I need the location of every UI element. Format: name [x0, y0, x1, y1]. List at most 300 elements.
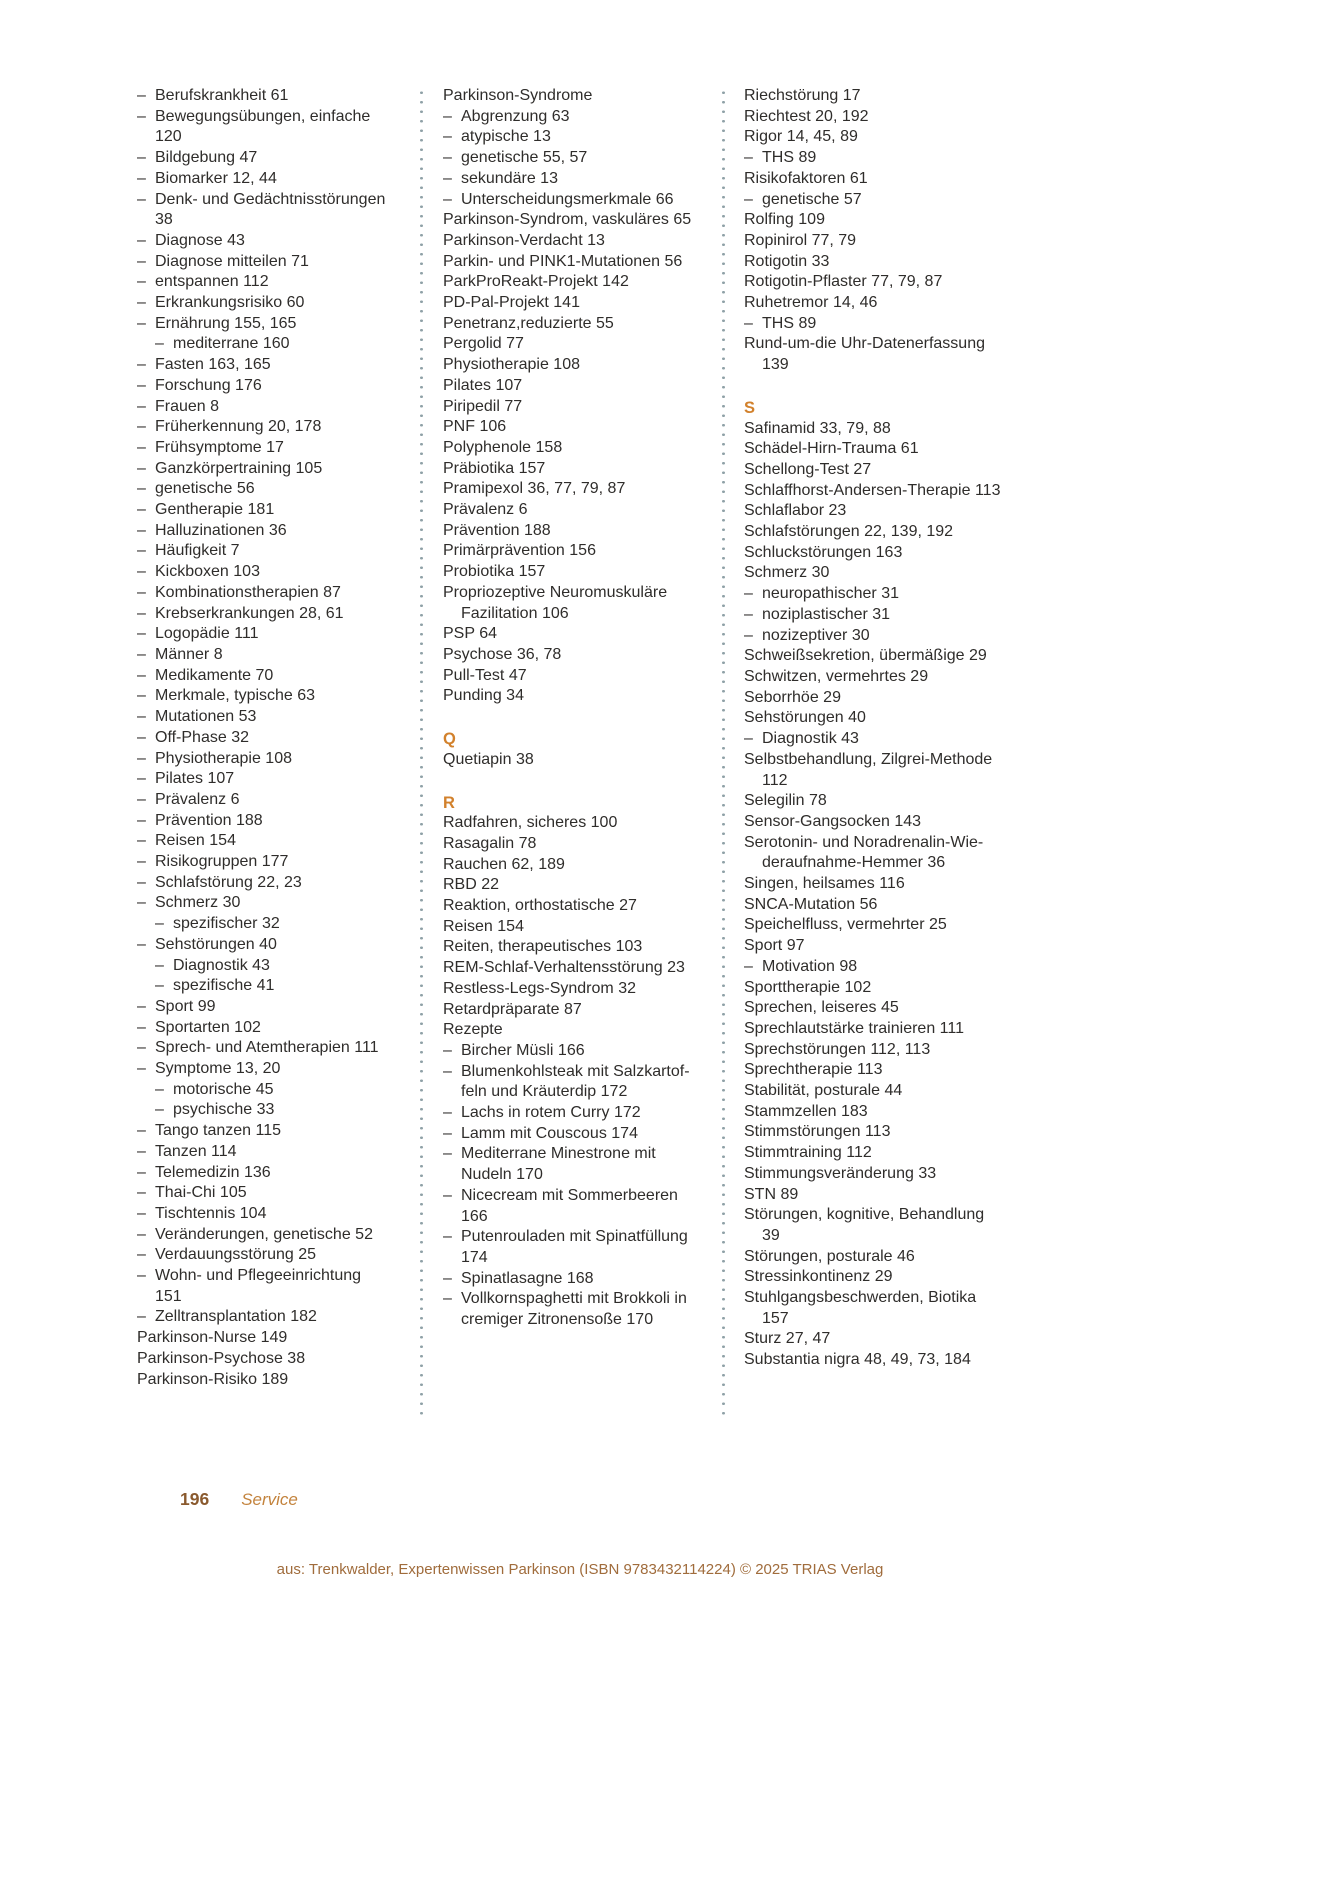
index-entry — [443, 666, 695, 687]
entry-text: Sprechen, leiseres — [744, 999, 877, 1017]
entry-text: Biomarker — [155, 169, 228, 187]
index-entry — [443, 979, 695, 1000]
subentry-dash: – — [744, 605, 753, 623]
entry-text: Häufigkeit — [155, 542, 227, 560]
entry-pages: 139 — [762, 356, 789, 374]
entry-text: Speichelfluss, vermehrter — [744, 916, 925, 934]
index-entry — [137, 1225, 387, 1246]
index-entry — [744, 272, 1002, 293]
index-entry — [137, 438, 387, 459]
entry-text: Telemedizin — [155, 1163, 240, 1181]
entry-text: Medikamente — [155, 666, 252, 684]
entry-pages: 111 — [234, 625, 259, 643]
subentry-dash: – — [137, 1142, 146, 1160]
entry-text: Stammzellen — [744, 1102, 837, 1120]
index-entry — [744, 1081, 1002, 1102]
index-entry — [744, 1267, 1002, 1288]
entry-text: Kombinationstherapien — [155, 583, 319, 601]
entry-pages: 166 — [557, 1041, 585, 1059]
entry-text: Physiotherapie — [155, 749, 261, 767]
entry-pages: 112 — [846, 1144, 872, 1162]
entry-pages: 13 — [533, 128, 551, 146]
index-entry — [137, 997, 387, 1018]
entry-text: Probiotika — [443, 563, 515, 581]
entry-pages: 43 — [227, 231, 245, 249]
entry-pages: 61 — [849, 169, 868, 187]
entry-text: Pergolid — [443, 335, 502, 353]
index-entry — [443, 355, 695, 376]
subentry-dash: – — [137, 542, 146, 560]
index-entry — [443, 459, 695, 480]
entry-pages: 113 — [974, 481, 1001, 499]
entry-text: PSP — [443, 625, 475, 643]
index-entry — [744, 998, 1002, 1019]
index-entry — [137, 749, 387, 770]
subentry-dash: – — [155, 1080, 164, 1098]
index-entry — [744, 708, 1002, 729]
entry-text: Zelltransplantation — [155, 1308, 286, 1326]
entry-text: nozizeptiver — [762, 626, 848, 644]
entry-text: mediterrane — [173, 335, 259, 353]
index-entry — [443, 645, 695, 666]
index-entry — [744, 584, 1002, 605]
entry-text: SNCA-Mutation — [744, 895, 856, 913]
entry-text: Symptome — [155, 1060, 232, 1078]
entry-pages: 20, 192 — [815, 107, 869, 125]
index-entry — [137, 86, 387, 107]
entry-pages: 33 — [811, 252, 830, 270]
entry-text: Stabilität, posturale — [744, 1082, 881, 1100]
entry-text: Sehstörungen — [155, 935, 255, 953]
subentry-dash: – — [137, 397, 146, 415]
index-entry — [744, 957, 1002, 978]
entry-text: Parkinson-Syndrome — [443, 87, 593, 104]
index-entry — [443, 1227, 695, 1268]
entry-text: Reiten, therapeutisches — [443, 938, 612, 956]
entry-pages: 99 — [197, 997, 216, 1015]
entry-text: Ropinirol — [744, 231, 808, 249]
index-entry — [137, 707, 387, 728]
index-entry — [744, 314, 1002, 335]
entry-pages: 63 — [297, 687, 316, 705]
entry-pages: 172 — [613, 1104, 641, 1122]
index-entry — [137, 686, 387, 707]
index-entry — [137, 1204, 387, 1225]
entry-text: Prävalenz — [155, 790, 227, 808]
entry-pages: 78 — [808, 792, 827, 810]
index-entry — [443, 107, 695, 128]
entry-text: Tischtennis — [155, 1204, 236, 1222]
entry-pages: 45 — [880, 999, 899, 1017]
entry-text: Schwitzen, vermehrtes — [744, 667, 906, 685]
subentry-dash: – — [137, 169, 146, 187]
subentry-dash: – — [137, 314, 146, 332]
subentry-dash: – — [137, 376, 146, 394]
subentry-dash: – — [443, 107, 452, 125]
index-entry — [744, 252, 1002, 273]
subentry-dash: – — [443, 1104, 452, 1122]
subentry-dash: – — [137, 356, 146, 374]
entry-pages: 151 — [155, 1287, 182, 1305]
index-entry — [744, 127, 1002, 148]
entry-pages: 116 — [879, 875, 905, 893]
index-entry — [137, 252, 387, 273]
entry-pages: 47 — [508, 666, 527, 684]
subentry-dash: – — [137, 728, 146, 746]
entry-pages: 17 — [266, 438, 284, 456]
entry-text: Störungen, kognitive, Behandlung — [744, 1206, 985, 1224]
entry-pages: 32 — [231, 728, 249, 746]
index-entry — [744, 1019, 1002, 1040]
index-entry — [744, 293, 1002, 314]
entry-text: Ruhetremor — [744, 294, 829, 312]
entry-pages: 188 — [523, 521, 551, 539]
index-entry — [443, 314, 695, 335]
entry-pages: 29 — [910, 667, 929, 685]
entry-text: Logopädie — [155, 625, 230, 643]
index-entry — [137, 417, 387, 438]
entry-text: Sprechstörungen — [744, 1040, 866, 1058]
subentry-dash: – — [443, 1228, 452, 1246]
entry-pages: 168 — [566, 1269, 594, 1287]
entry-pages: 52 — [355, 1225, 373, 1243]
entry-pages: 30 — [811, 564, 830, 582]
entry-pages: 36 — [268, 521, 287, 539]
entry-text: Rotigotin — [744, 252, 808, 270]
index-entry — [137, 1059, 387, 1080]
entry-text: Sport — [155, 997, 194, 1015]
index-entry — [137, 1245, 387, 1266]
index-entry — [137, 521, 387, 542]
entry-pages: 87 — [563, 1000, 582, 1018]
index-entry — [443, 750, 695, 771]
entry-text: Parkinson-Nurse — [137, 1329, 257, 1347]
index-entry — [137, 604, 387, 625]
entry-pages: 62, 189 — [511, 855, 565, 873]
entry-pages: 77, 79 — [811, 231, 857, 249]
entry-text: Propriozeptive Neuromuskuläre Fazilitation — [443, 583, 668, 622]
entry-pages: 103 — [233, 563, 260, 581]
subentry-dash: – — [443, 1269, 452, 1287]
entry-pages: 113 — [864, 1123, 891, 1141]
entry-pages: 181 — [247, 501, 275, 519]
entry-pages: 40 — [259, 935, 277, 953]
entry-text: Schluckstörungen — [744, 543, 872, 561]
index-entry — [443, 252, 695, 273]
entry-pages: 36 — [927, 854, 946, 872]
entry-pages: 56 — [859, 895, 878, 913]
page-number: 196 — [180, 1489, 210, 1509]
subentry-dash: – — [443, 1062, 452, 1080]
index-entry — [744, 1185, 1002, 1206]
subentry-dash: – — [155, 956, 164, 974]
index-entry — [443, 834, 695, 855]
entry-pages: 45 — [255, 1080, 274, 1098]
entry-text: Radfahren, sicheres — [443, 814, 587, 832]
index-entry — [744, 563, 1002, 584]
entry-pages: 63 — [551, 107, 570, 125]
subentry-dash: – — [443, 128, 452, 146]
subentry-dash: – — [137, 1060, 146, 1078]
entry-pages: 104 — [239, 1204, 267, 1222]
index-entry — [137, 272, 387, 293]
entry-pages: 174 — [461, 1248, 488, 1266]
entry-text: ParkProReakt-Projekt — [443, 273, 598, 291]
column-separator-dotted — [420, 88, 423, 1418]
entry-text: Früherkennung — [155, 418, 264, 436]
subentry-dash: – — [744, 149, 753, 167]
entry-text: THS — [762, 149, 794, 167]
entry-pages: 89 — [798, 314, 817, 332]
subentry-dash: – — [744, 626, 753, 644]
subentry-dash: – — [137, 708, 146, 726]
entry-text: Wohn- und Pflegeeinrichtung — [155, 1267, 362, 1285]
entry-text: Bewegungsübungen, einfache — [155, 107, 371, 125]
index-entry — [744, 791, 1002, 812]
entry-text: Mediterrane Minestrone mit Nudeln — [461, 1145, 656, 1184]
entry-text: Sprechlautstärke trainieren — [744, 1019, 936, 1037]
entry-pages: 38 — [515, 750, 534, 768]
subentry-dash: – — [137, 935, 146, 953]
entry-text: Pull-Test — [443, 666, 505, 684]
subentry-dash: – — [137, 1018, 146, 1036]
entry-pages: 176 — [235, 376, 262, 394]
index-entry — [137, 169, 387, 190]
entry-pages: 29 — [823, 688, 841, 706]
entry-pages: 29 — [969, 647, 987, 665]
entry-text: Pilates — [155, 770, 204, 788]
index-entry — [744, 1164, 1002, 1185]
index-entry — [744, 1329, 1002, 1350]
index-entry — [744, 1247, 1002, 1268]
subentry-dash: – — [137, 501, 146, 519]
subentry-dash: – — [137, 273, 146, 291]
entry-pages: 47 — [239, 149, 258, 167]
index-entry — [443, 479, 695, 500]
entry-text: Schmerz — [744, 564, 808, 582]
index-entry — [137, 790, 387, 811]
subentry-dash: – — [137, 687, 146, 705]
entry-text: Parkinson-Psychose — [137, 1349, 283, 1367]
entry-pages: 114 — [211, 1142, 237, 1160]
entry-pages: 23 — [828, 502, 847, 520]
entry-pages: 66 — [655, 190, 674, 208]
entry-text: Putenrouladen mit Spinatfüllung — [461, 1228, 688, 1246]
entry-pages: 97 — [786, 937, 805, 955]
entry-pages: 136 — [243, 1163, 271, 1181]
subentry-dash: – — [155, 977, 164, 995]
index-entry — [443, 86, 695, 107]
entry-text: Halluzinationen — [155, 521, 265, 539]
index-entry — [137, 479, 387, 500]
entry-text: Frühsymptome — [155, 438, 262, 456]
subentry-dash: – — [155, 915, 164, 933]
entry-text: Seborrhöe — [744, 688, 819, 706]
index-entry — [155, 1100, 387, 1121]
entry-pages: 77 — [504, 397, 523, 415]
entry-pages: 155, 165 — [234, 314, 297, 332]
entry-text: Sehstörungen — [744, 709, 844, 727]
entry-pages: 189 — [261, 1370, 289, 1388]
entry-pages: 106 — [541, 604, 569, 622]
entry-text: STN — [744, 1185, 776, 1203]
entry-text: Denk- und Gedächtnisstörungen — [155, 190, 386, 208]
entry-text: spezifischer — [173, 915, 258, 933]
index-entry — [137, 293, 387, 314]
entry-text: Sprechtherapie — [744, 1061, 853, 1079]
entry-pages: 22, 139, 192 — [864, 523, 954, 541]
index-entry — [744, 334, 1002, 375]
index-entry — [137, 1349, 387, 1370]
index-entry — [443, 583, 695, 624]
entry-pages: 39 — [762, 1226, 780, 1244]
subentry-dash: – — [137, 1204, 146, 1222]
index-entry — [744, 915, 1002, 936]
index-entry — [137, 624, 387, 645]
entry-text: Parkinson-Verdacht — [443, 231, 583, 249]
entry-pages: 32 — [261, 915, 280, 933]
index-entry — [443, 1020, 695, 1041]
subentry-dash: – — [443, 1145, 452, 1163]
entry-text: genetische — [762, 190, 840, 208]
subentry-dash: – — [137, 770, 146, 788]
entry-text: Stimmungsveränderung — [744, 1164, 914, 1182]
index-entry — [744, 1288, 1002, 1329]
index-entry — [443, 169, 695, 190]
index-entry — [137, 500, 387, 521]
index-entry — [155, 914, 387, 935]
entry-pages: 77 — [506, 335, 524, 353]
entry-pages: 174 — [611, 1124, 638, 1142]
entry-text: Substantia nigra — [744, 1351, 860, 1369]
index-entry — [137, 190, 387, 231]
subentry-dash: – — [137, 666, 146, 684]
index-entry — [137, 666, 387, 687]
subentry-dash: – — [137, 997, 146, 1015]
entry-pages: 87 — [323, 583, 341, 601]
subentry-dash: – — [744, 585, 753, 603]
subentry-dash: – — [443, 149, 452, 167]
entry-text: atypische — [461, 128, 529, 146]
entry-text: Gentherapie — [155, 501, 244, 519]
entry-pages: 154 — [497, 917, 524, 935]
subentry-dash: – — [137, 1039, 146, 1057]
entry-text: Riechstörung — [744, 87, 839, 104]
entry-text: Stimmtraining — [744, 1144, 842, 1162]
entry-text: Merkmale, typische — [155, 687, 293, 705]
entry-pages: 61 — [900, 440, 919, 458]
subentry-dash: – — [137, 1184, 146, 1202]
entry-text: Penetranz,reduzierte — [443, 314, 592, 332]
index-entry — [443, 293, 695, 314]
index-entry — [744, 107, 1002, 128]
entry-pages: 55 — [595, 314, 614, 332]
entry-pages: 36, 77, 79, 87 — [527, 480, 626, 498]
subentry-dash: – — [137, 811, 146, 829]
entry-pages: 60 — [286, 294, 305, 312]
subentry-dash: – — [443, 169, 452, 187]
entry-text: Nicecream mit Sommerbeeren — [461, 1186, 678, 1204]
entry-text: Stuhlgangsbeschwerden, Biotika — [744, 1289, 977, 1307]
entry-pages: 33 — [256, 1101, 275, 1119]
entry-text: PNF — [443, 418, 475, 436]
subentry-dash: – — [137, 190, 146, 208]
entry-pages: 29 — [874, 1268, 893, 1286]
entry-pages: 7 — [230, 542, 240, 560]
entry-pages: 108 — [265, 749, 292, 767]
subentry-dash: – — [744, 730, 753, 748]
index-entry — [137, 1183, 387, 1204]
entry-pages: 25 — [298, 1246, 317, 1264]
subentry-dash: – — [137, 625, 146, 643]
entry-pages: 100 — [590, 814, 618, 832]
entry-pages: 14, 46 — [832, 294, 878, 312]
entry-text: Parkin- und PINK1-Mutationen — [443, 252, 660, 270]
entry-pages: 25 — [928, 916, 947, 934]
index-entry — [137, 769, 387, 790]
entry-pages: 32 — [618, 979, 636, 997]
subentry-dash: – — [137, 107, 146, 125]
letter-heading-r: R — [443, 793, 455, 812]
index-entry — [443, 272, 695, 293]
entry-text: Diagnose — [155, 231, 223, 249]
entry-text: Restless-Legs-Syndrom — [443, 979, 614, 997]
subentry-dash: – — [137, 459, 146, 477]
entry-pages: 44 — [884, 1082, 903, 1100]
subentry-dash: – — [137, 604, 146, 622]
index-entry — [744, 501, 1002, 522]
entry-pages: 28, 61 — [299, 604, 344, 622]
entry-pages: 120 — [155, 128, 182, 146]
entry-pages: 154 — [209, 832, 236, 850]
subentry-dash: – — [443, 1041, 452, 1059]
entry-pages: 105 — [295, 459, 323, 477]
entry-text: Störungen, posturale — [744, 1247, 893, 1265]
entry-text: Prävention — [443, 521, 520, 539]
index-entry — [744, 729, 1002, 750]
entry-text: Vollkornspaghetti mit Brokkoli in cremiger Zitronensoße — [461, 1290, 687, 1329]
entry-pages: 102 — [844, 978, 872, 996]
entry-text: Männer — [155, 645, 210, 663]
entry-text: Fasten — [155, 356, 204, 374]
index-entry — [744, 874, 1002, 895]
index-entry — [443, 397, 695, 418]
index-entry — [443, 1124, 695, 1145]
index-entry — [744, 522, 1002, 543]
entry-text: Reisen — [155, 832, 205, 850]
entry-pages: 105 — [219, 1184, 247, 1202]
subentry-dash: – — [137, 1122, 146, 1140]
entry-text: Parkinson-Syndrom, vaskuläres — [443, 211, 669, 229]
entry-pages: 8 — [213, 645, 223, 663]
entry-text: Lamm mit Couscous — [461, 1124, 607, 1142]
subentry-dash: – — [443, 1290, 452, 1308]
index-entry — [744, 169, 1002, 190]
subentry-dash: – — [137, 1267, 146, 1285]
index-entry — [443, 148, 695, 169]
entry-text: entspannen — [155, 273, 239, 291]
entry-text: Retardpräparate — [443, 1000, 560, 1018]
entry-pages: 70 — [255, 666, 274, 684]
subentry-dash: – — [137, 749, 146, 767]
index-entry — [443, 438, 695, 459]
entry-pages: 27, 47 — [785, 1330, 831, 1348]
entry-text: Schlafstörungen — [744, 523, 860, 541]
subentry-dash: – — [137, 645, 146, 663]
entry-text: Prävalenz — [443, 501, 515, 519]
entry-pages: 22, 23 — [257, 873, 302, 891]
entry-pages: 36, 78 — [516, 645, 562, 663]
